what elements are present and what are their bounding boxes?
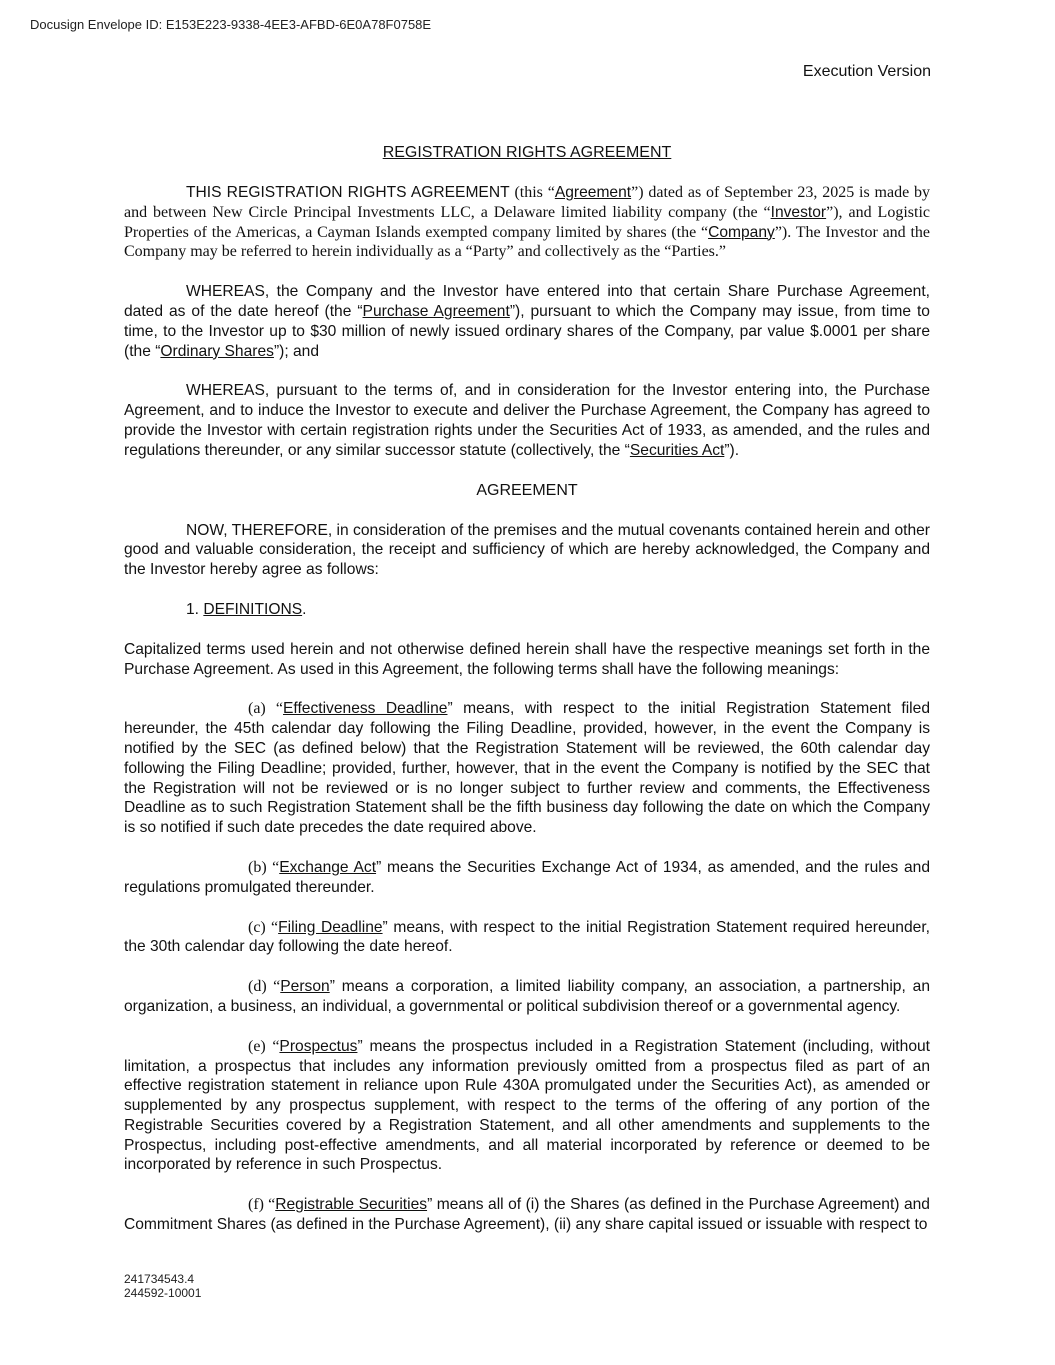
term-ordinary-shares: Ordinary Shares [160, 342, 274, 360]
definition-d: (d) “Person” means a corporation, a limited liability company, an association, a partnership, an organization, a business, an individual, a governmental or political subdivision thereof or a governmental agency. [124, 978, 930, 1015]
document-body [124, 143, 930, 1255]
definition-a: (a) “Effectiveness Deadline” means, with respect to the initial Registration Statement filed hereunder, the 45th calendar day following the Filing Deadline, provided, however, in the event the Company is notified by the SEC (as defined below) that the Registration Statement will be reviewed, the 60th calendar day following the Filing Deadline; provided, further, however, that in the event the Company is notified by the SEC that the Registration will not be reviewed or is no longer subject to further review and comments, the Effectiveness Deadline as to such Registration Statement shall be the fifth business day following the date on which the Company is so notified if such date precedes the date required above. [124, 700, 930, 837]
agreement-heading: AGREEMENT [476, 481, 578, 499]
intro-lead: THIS REGISTRATION RIGHTS AGREEMENT [186, 184, 510, 201]
term-investor: Investor [770, 203, 827, 221]
footer-matter-number: 244592-10001 [124, 1286, 202, 1300]
document-footer [124, 1272, 201, 1300]
definition-c: (c) “Filing Deadline” means, with respect to the initial Registration Statement required hereunder, the 30th calendar day following the date hereof. [124, 918, 930, 956]
definition-term: Effectiveness Deadline [283, 700, 448, 718]
whereas-paragraph-2: WHEREAS, pursuant to the terms of, and in consideration for the Investor entering into, the Purchase Agreement, and to induce the Investor to execute and deliver the Purchase Agreement, the Company has agreed to provide the Investor with certain registration rights under the Securities Act of 1933, as amended, and the rules and regulations thereunder, or any similar successor statute (collectively, the “Securities Act”). [124, 382, 930, 459]
definition-term: Person [280, 978, 330, 996]
definition-f: (f) “Registrable Securities” means all of (i) the Shares (as defined in the Purchase Agreement) and Commitment Shares (as defined in the Purchase Agreement), (ii) any share capital issued or issuable with respect to [124, 1196, 930, 1234]
section-1-heading: 1. DEFINITIONS. [186, 600, 307, 618]
whereas-paragraph-1: WHEREAS, the Company and the Investor have entered into that certain Share Purchase Agreement, dated as of the date hereof (the “Purchase Agreement”), pursuant to which the Company may issue, from time to time, to the Investor up to $30 million of newly issued ordinary shares of the Company, par value $.0001 per share (the “Ordinary Shares”); and [124, 283, 930, 360]
term-company: Company [708, 223, 775, 241]
envelope-id: Docusign Envelope ID: E153E223-9338-4EE3-AFBD-6E0A78F0758E [30, 17, 432, 32]
definitions-title: DEFINITIONS [203, 600, 303, 618]
definition-term: Registrable Securities [275, 1196, 428, 1214]
term-purchase-agreement: Purchase Agreement [362, 302, 510, 320]
intro-paragraph: THIS REGISTRATION RIGHTS AGREEMENT (this “Agreement”) dated as of September 23, 2025 is made by and between New Circle Principal Investments LLC, a Delaware limited liability company (the “Investor”), and Logistic Properties of the Americas, a Cayman Islands exempted company limited by shares (the “Company”). The Investor and the Company may be referred to herein individually as a “Party” and collectively as the “Parties.” [124, 184, 931, 261]
definition-e: (e) “Prospectus” means the prospectus included in a Registration Statement (including, without limitation, a prospectus that includes any information previously omitted from a prospectus filed as part of an effective registration statement in reliance upon Rule 430A promulgated under the Securities Act), as amended or supplemented by any prospectus supplement, with respect to the terms of the offering of any portion of the Registrable Securities covered by a Registration Statement, and all other amendments and supplements to the Prospectus, including post-effective amendments, and all material incorporated by reference or deemed to be incorporated by reference in such Prospectus. [124, 1037, 930, 1174]
term-securities-act: Securities Act [629, 441, 725, 459]
footer-doc-number: 241734543.4 [124, 1272, 195, 1286]
definition-term: Exchange Act [279, 858, 377, 876]
term-agreement: Agreement [554, 184, 632, 201]
definition-term: Prospectus [279, 1037, 358, 1055]
document-title: REGISTRATION RIGHTS AGREEMENT [382, 144, 672, 161]
definition-b: (b) “Exchange Act” means the Securities Exchange Act of 1934, as amended, and the rules and regulations promulgated thereunder. [124, 858, 930, 896]
definition-term: Filing Deadline [278, 918, 383, 936]
execution-version-label: Execution Version [802, 63, 931, 80]
capitalized-terms-paragraph: Capitalized terms used herein and not otherwise defined herein shall have the respective meanings set forth in the Purchase Agreement. As used in this Agreement, the following terms shall have the following meanings: [124, 640, 930, 678]
now-therefore-paragraph: NOW, THEREFORE, in consideration of the premises and the mutual covenants contained herein and other good and valuable consideration, the receipt and sufficiency of which are hereby acknowledged, the Company and the Investor hereby agree as follows: [124, 521, 930, 579]
